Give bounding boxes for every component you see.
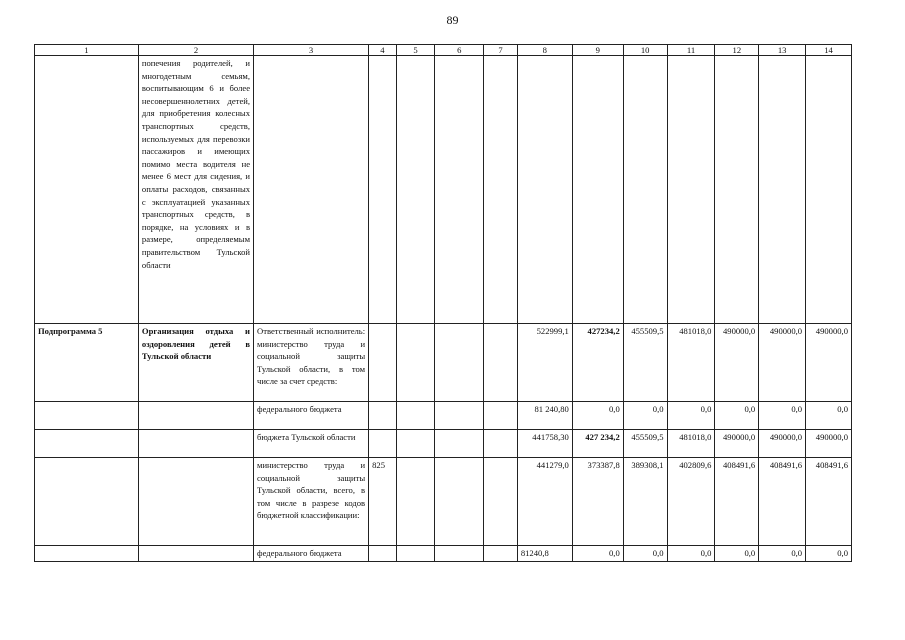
cell-col2	[138, 402, 253, 430]
col-header-12: 12	[715, 45, 759, 56]
value-col13: 408491,6	[759, 458, 806, 546]
value-col12: 0,0	[715, 546, 759, 562]
column-number-row	[35, 45, 852, 56]
value-col11: 0,0	[667, 546, 715, 562]
cell-col5	[396, 546, 435, 562]
col-header-2: 2	[138, 45, 253, 56]
col-header-11: 11	[667, 45, 715, 56]
cell-description: попечения родителей, и многодетным семьям, воспитывающим 6 и более несовершеннолетних детей, для приобретения колесных транспортных средств, используемых для перевозки пассажиров и имеющих помимо места водителя не менее 6 мест для сидения, и оплаты расходов, связанных с эксплуатацией указанных транспортных средств, в порядке, на условиях и в размере, определяемым правительством Тульской области	[138, 56, 253, 324]
cell-col2	[138, 458, 253, 546]
value-col14: 0,0	[806, 546, 852, 562]
cell-col1	[35, 458, 139, 546]
cell-col7	[484, 402, 518, 430]
cell-col8	[517, 56, 572, 324]
cell-col13	[759, 56, 806, 324]
funding-source: федерального бюджета	[254, 402, 369, 430]
cell-col1	[35, 546, 139, 562]
value-col13: 0,0	[759, 402, 806, 430]
value-col10: 455509,5	[623, 324, 667, 402]
value-col8: 441279,0	[517, 458, 572, 546]
value-col13: 490000,0	[759, 430, 806, 458]
col-header-4: 4	[369, 45, 397, 56]
cell-col4	[369, 546, 397, 562]
col-header-1: 1	[35, 45, 139, 56]
cell-col5	[396, 324, 435, 402]
value-col11: 481018,0	[667, 324, 715, 402]
value-col9: 427 234,2	[572, 430, 623, 458]
cell-col1	[35, 430, 139, 458]
cell-col12	[715, 56, 759, 324]
cell-col5	[396, 430, 435, 458]
funding-source: федерального бюджета	[254, 546, 369, 562]
table-row	[35, 402, 852, 430]
cell-col7	[484, 430, 518, 458]
value-col13: 490000,0	[759, 324, 806, 402]
cell-col4	[369, 402, 397, 430]
value-col11: 0,0	[667, 402, 715, 430]
value-col10: 0,0	[623, 546, 667, 562]
cell-col1	[35, 402, 139, 430]
cell-col5	[396, 402, 435, 430]
cell-col3	[254, 56, 369, 324]
col-header-9: 9	[572, 45, 623, 56]
col-header-7: 7	[484, 45, 518, 56]
cell-col6	[435, 402, 484, 430]
value-col12: 408491,6	[715, 458, 759, 546]
col-header-13: 13	[759, 45, 806, 56]
cell-col9	[572, 56, 623, 324]
value-col12: 490000,0	[715, 324, 759, 402]
value-col8: 441758,30	[517, 430, 572, 458]
cell-col10	[623, 56, 667, 324]
cell-col6	[435, 56, 484, 324]
cell-col2	[138, 430, 253, 458]
cell-col1	[35, 56, 139, 324]
table-row	[35, 430, 852, 458]
col-header-6: 6	[435, 45, 484, 56]
value-col10: 389308,1	[623, 458, 667, 546]
value-col10: 0,0	[623, 402, 667, 430]
value-col9: 0,0	[572, 402, 623, 430]
cell-col5	[396, 56, 435, 324]
value-col14: 490000,0	[806, 324, 852, 402]
ministry-cell: министерство труда и социальной защиты Тульской области, всего, в том числе в разрезе кодов бюджетной классификации:	[254, 458, 369, 546]
value-col13: 0,0	[759, 546, 806, 562]
cell-col6	[435, 324, 484, 402]
budget-code: 825	[369, 458, 397, 546]
value-col9: 373387,8	[572, 458, 623, 546]
value-col11: 481018,0	[667, 430, 715, 458]
cell-col2	[138, 546, 253, 562]
budget-table	[34, 44, 852, 562]
value-col9: 0,0	[572, 546, 623, 562]
value-col12: 0,0	[715, 402, 759, 430]
cell-col4	[369, 56, 397, 324]
cell-col6	[435, 458, 484, 546]
value-col9: 427234,2	[572, 324, 623, 402]
page-number: 89	[446, 13, 459, 27]
cell-col5	[396, 458, 435, 546]
cell-col4	[369, 430, 397, 458]
value-col14: 0,0	[806, 402, 852, 430]
subprogram-title: Организация отдыха и оздоровления детей в Тульской области	[138, 324, 253, 402]
value-col12: 490000,0	[715, 430, 759, 458]
table-row	[35, 458, 852, 546]
col-header-14: 14	[806, 45, 852, 56]
col-header-8: 8	[517, 45, 572, 56]
value-col14: 490000,0	[806, 430, 852, 458]
cell-col7	[484, 546, 518, 562]
cell-col6	[435, 430, 484, 458]
value-col11: 402809,6	[667, 458, 715, 546]
executor-cell: Ответственный исполнитель: министерство труда и социальной защиты Тульской области, в том числе за счет средств:	[254, 324, 369, 402]
table-row	[35, 324, 852, 402]
value-col10: 455509,5	[623, 430, 667, 458]
col-header-5: 5	[396, 45, 435, 56]
col-header-10: 10	[623, 45, 667, 56]
col-header-3: 3	[254, 45, 369, 56]
cell-col7	[484, 324, 518, 402]
funding-source: бюджета Тульской области	[254, 430, 369, 458]
cell-col7	[484, 56, 518, 324]
subprogram-label: Подпрограмма 5	[35, 324, 139, 402]
cell-col11	[667, 56, 715, 324]
table-row	[35, 56, 852, 324]
table-row	[35, 546, 852, 562]
value-col8: 81240,8	[517, 546, 572, 562]
value-col8: 522999,1	[517, 324, 572, 402]
cell-col6	[435, 546, 484, 562]
cell-col14	[806, 56, 852, 324]
cell-col7	[484, 458, 518, 546]
cell-col4	[369, 324, 397, 402]
value-col8: 81 240,80	[517, 402, 572, 430]
value-col14: 408491,6	[806, 458, 852, 546]
